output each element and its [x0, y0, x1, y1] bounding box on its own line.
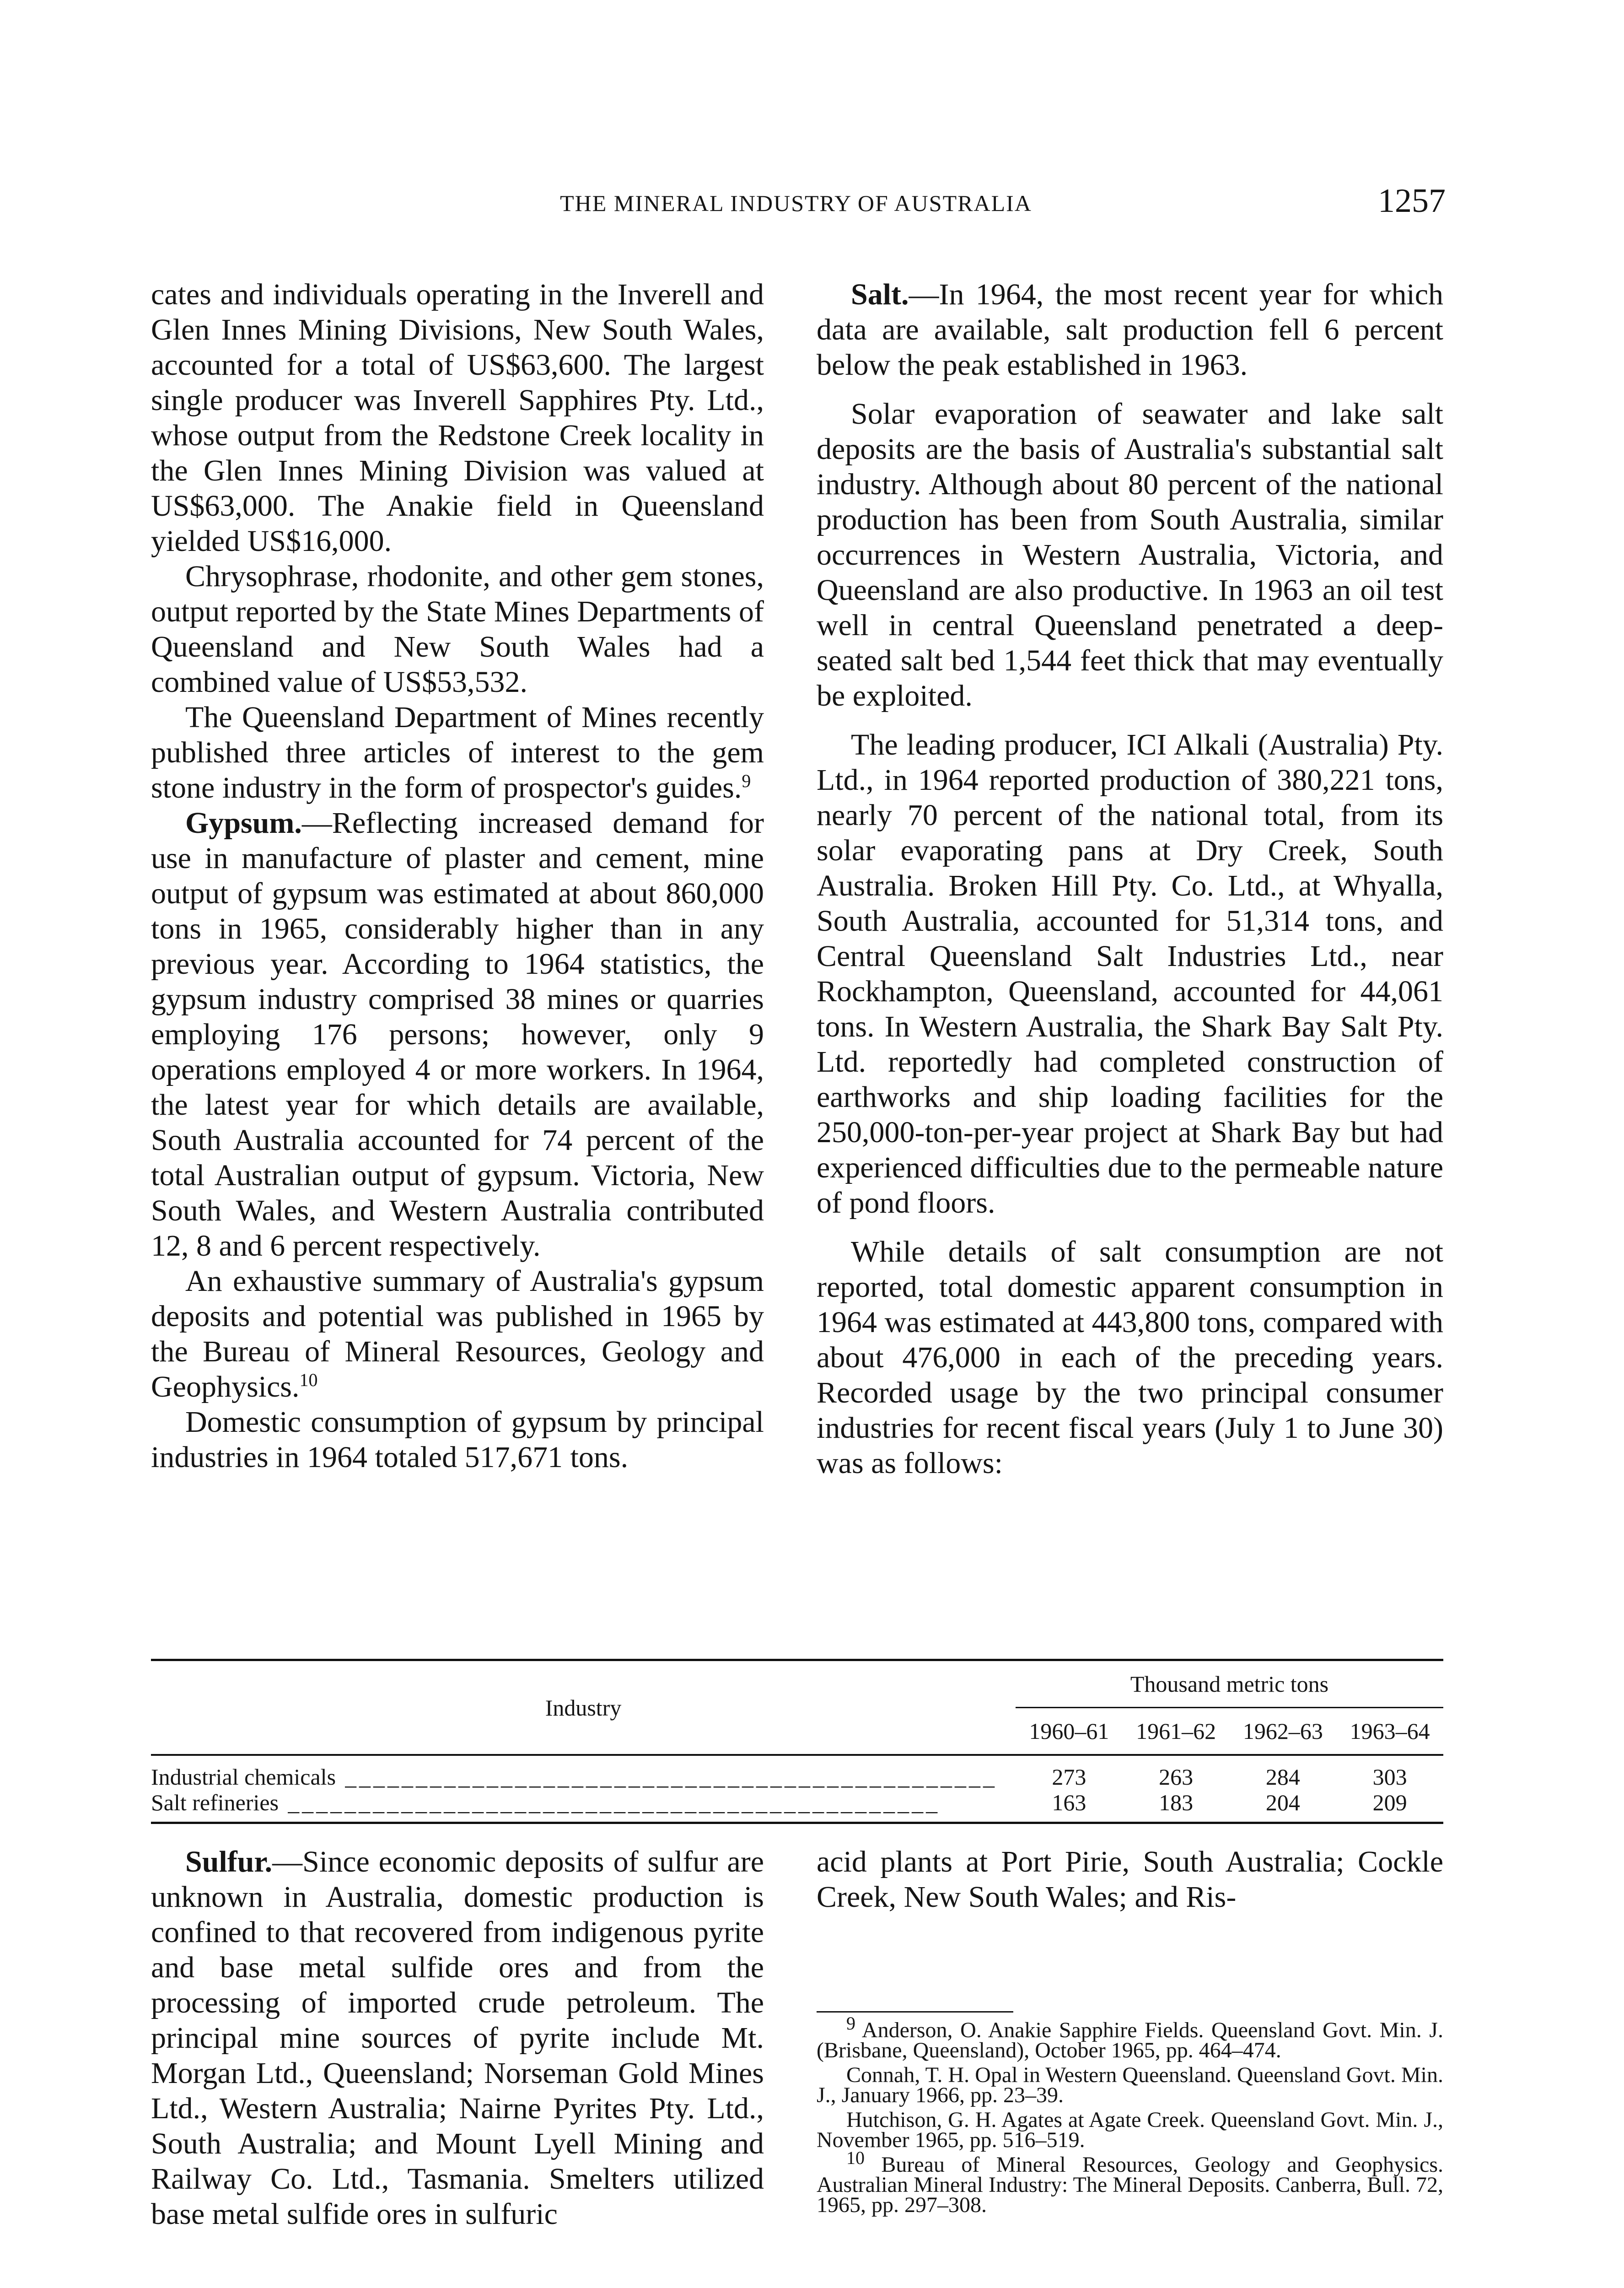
right-column-top — [817, 277, 1443, 1481]
stub-header: Industry — [151, 1660, 1016, 1755]
cell-value: 209 — [1336, 1790, 1443, 1823]
footnote: $^9$ Anderson, O. Anakie Sapphire Fields. Queensland Govt. Min. J. (Brisbane, Queensland), October 1965, pp. 464–474. — [817, 2013, 1443, 2062]
paragraph: acid plants at Port Pirie, South Australia; Cockle Creek, New South Wales; and Ris- — [817, 1845, 1443, 1914]
paragraph-sulfur: Sulfur.—Since economic deposits of sulfur are unknown in Australia, domestic production is confined to that recovered from indigenous pyrite and base metal sulfide ores and from the processing of imported crude petroleum. The principal mine sources of pyrite include Mt. Morgan Ltd., Queensland; Norseman Gold Mines Ltd., Western Australia; Nairne Pyrites Pty. Ltd., South Australia; and Mount Lyell Mining and Railway Co. Ltd., Tasmania. Smelters utilized base metal sulfide ores in sulfuric — [151, 1845, 764, 2231]
paragraph: The Queensland Department of Mines recently published three articles of interest to the gem stone industry in the form of prospector's guides.$^9$ — [151, 701, 764, 804]
paragraph: While details of salt consumption are not reported, total domestic apparent consumption in 1964 was estimated at 443,800 tons, compared with about 476,000 in each of the preceding years. Recorded usage by the two principal consumer industries for recent fiscal years (July 1 to June 30) was as follows: — [817, 1235, 1443, 1480]
footnote: $^{10}$ Bureau of Mineral Resources, Geology and Geophysics. Australian Mineral Industry: The Mineral Deposits. Canberra, Bull. 72, 1965, pp. 297–308. — [817, 2148, 1444, 2217]
cell-value: 163 — [1016, 1790, 1123, 1823]
left-column-top — [151, 277, 764, 1475]
year-header: 1960–61 — [1016, 1708, 1123, 1755]
left-column-bottom — [151, 1844, 764, 2232]
cell-value: 303 — [1372, 1764, 1407, 1790]
paragraph: Solar evaporation of seawater and lake salt deposits are the basis of Australia's substantial salt industry. Although about 80 percent of the national production has been from South Australia, similar occurrences in Western Australia, Victoria, and Queensland are also productive. In 1963 an oil test well in central Queensland penetrated a deep-seated salt bed 1,544 feet thick that may eventually be exploited. — [817, 397, 1443, 712]
paragraph-salt: Salt.—In 1964, the most recent year for which data are available, salt production fell 6 percent below the peak established in 1963. — [817, 278, 1443, 382]
right-column-bottom — [817, 1844, 1443, 1915]
page-number: 1257 — [1378, 182, 1446, 220]
year-header: 1963–64 — [1336, 1708, 1443, 1755]
footnote-ref: 10 — [299, 1370, 318, 1390]
cell-value: 273 — [1052, 1764, 1086, 1790]
paragraph: The leading producer, ICI Alkali (Australia) Pty. Ltd., in 1964 reported production of 380,221 tons, nearly 70 percent of the national total, from its solar evaporating pans at Dry Creek, South Australia. Broken Hill Pty. Co. Ltd., at Whyalla, South Australia, accounted for 51,314 tons, and Central Queensland Salt Industries Ltd., near Rockhampton, Queensland, accounted for 44,061 tons. In Western Australia, the Shark Bay Salt Pty. Ltd. reportedly had completed construction of earthworks and ship loading facilities for the 250,000-ton-per-year project at Shark Bay but had experienced difficulties due to the permeable nature of pond floors. — [817, 728, 1443, 1220]
cell-value: 204 — [1230, 1790, 1337, 1823]
year-header: 1962–63 — [1230, 1708, 1337, 1755]
footnotes — [817, 2013, 1444, 2220]
row-label: Industrial chemicals ______________________________________________ — [151, 1764, 998, 1790]
runin-heading: Gypsum. — [185, 806, 302, 840]
runin-heading: Sulfur. — [185, 1845, 273, 1878]
table-row — [151, 1755, 1443, 1790]
paragraph-gypsum: Gypsum.—Reflecting increased demand for use in manufacture of plaster and cement, mine output of gypsum was estimated at about 860,000 tons in 1965, considerably higher than in any previous year. According to 1964 statistics, the gypsum industry comprised 38 mines or quarries employing 176 persons; however, only 9 operations employed 4 or more workers. In 1964, the latest year for which details are available, South Australia accounted for 74 percent of the total Australian output of gypsum. Victoria, New South Wales, and Western Australia contributed 12, 8 and 6 percent respectively. — [151, 806, 764, 1263]
footnote-rule — [817, 2011, 1013, 2013]
paragraph: Domestic consumption of gypsum by principal industries in 1964 totaled 517,671 tons. — [151, 1405, 764, 1474]
paragraph: An exhaustive summary of Australia's gypsum deposits and potential was published in 1965 by the Bureau of Mineral Resources, Geology and Geophysics.$^{10}$ — [151, 1264, 764, 1403]
footnote: Hutchison, G. H. Agates at Agate Creek. Queensland Govt. Min. J., November 1965, pp. 516–519. — [817, 2108, 1443, 2152]
row-label: Salt refineries ______________________________________________ — [151, 1790, 1016, 1823]
cell-value: 183 — [1123, 1790, 1230, 1823]
year-header: 1961–62 — [1123, 1708, 1230, 1755]
cell-value: 284 — [1265, 1764, 1300, 1790]
footnote-ref: 9 — [742, 771, 751, 791]
paragraph: Chrysophrase, rhodonite, and other gem stones, output reported by the State Mines Departments of Queensland and New South Wales had a combined value of US$53,532. — [151, 560, 764, 699]
table-row — [151, 1790, 1443, 1823]
group-header: Thousand metric tons — [1016, 1660, 1443, 1708]
running-head: THE MINERAL INDUSTRY OF AUSTRALIA — [560, 190, 1032, 216]
footnote: Connah, T. H. Opal in Western Queensland. Queensland Govt. Min. J., January 1966, pp. 23–39. — [817, 2063, 1443, 2107]
paragraph: cates and individuals operating in the Inverell and Glen Innes Mining Divisions, New South Wales, accounted for a total of US$63,600. The largest single producer was Inverell Sapphires Pty. Ltd., whose output from the Redstone Creek locality in the Glen Innes Mining Division was valued at US$63,000. The Anakie field in Queensland yielded US$16,000. — [151, 278, 764, 558]
runin-heading: Salt. — [851, 278, 909, 311]
cell-value: 263 — [1159, 1764, 1194, 1790]
salt-consumption-table — [151, 1659, 1443, 1824]
